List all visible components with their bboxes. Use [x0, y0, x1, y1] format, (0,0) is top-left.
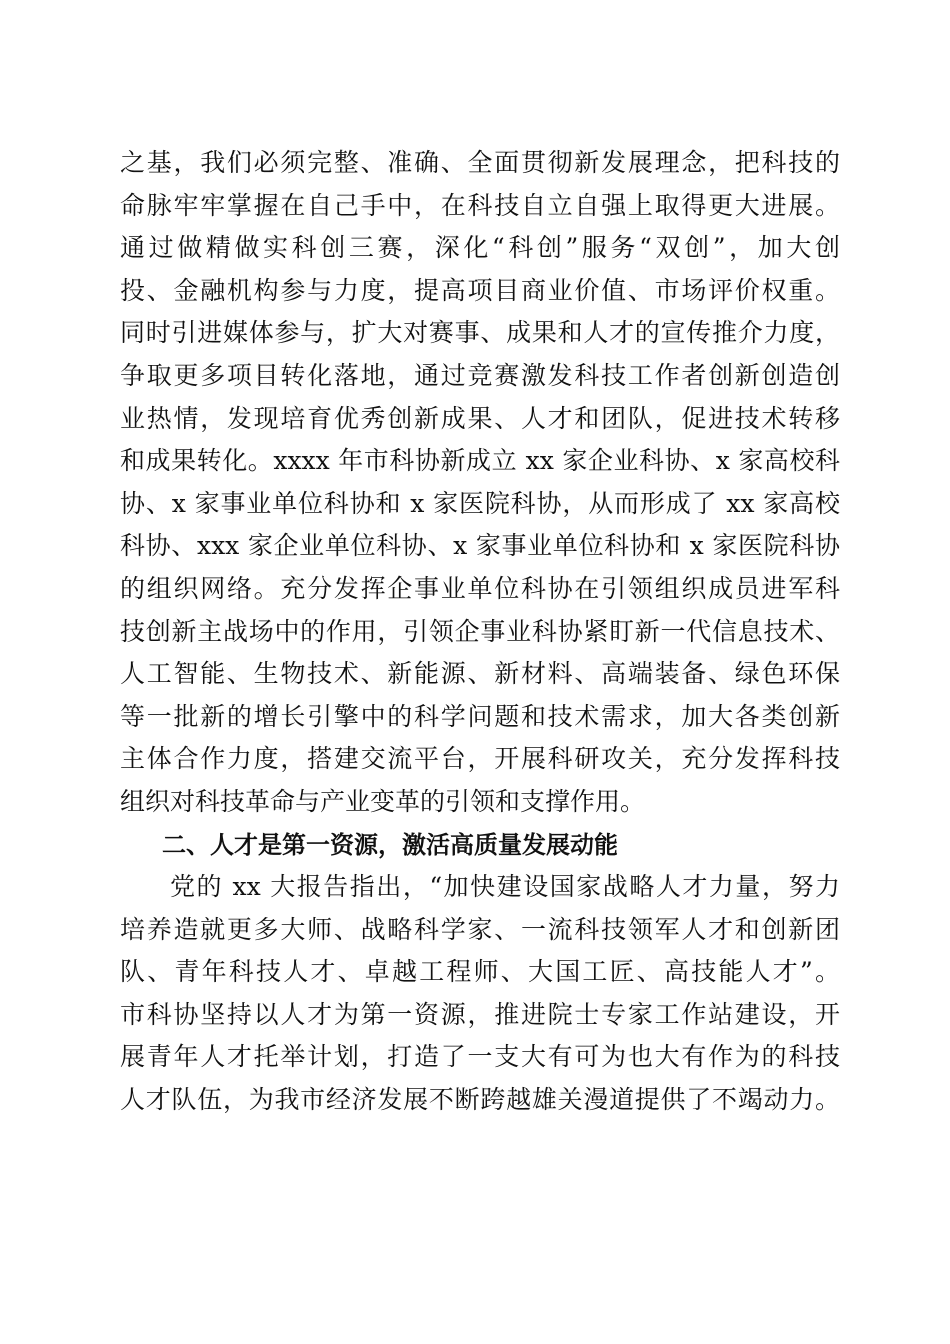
text-line: 组织对科技革命与产业变革的引领和支撑作用。: [120, 786, 646, 816]
text-line: 等一批新的增长引擎中的科学问题和技术需求，加大各类创新: [120, 701, 840, 731]
text-line: 市科协坚持以人才为第一资源，推进院士专家工作站建设，开: [120, 999, 840, 1029]
paragraph-2: [120, 866, 840, 1122]
text-line: 争取更多项目转化落地，通过竞赛激发科技工作者创新创造创: [120, 360, 840, 390]
text-line: 业热情，发现培育优秀创新成果、人才和团队，促进技术转移: [120, 403, 840, 433]
text-line: 之基，我们必须完整、准确、全面贯彻新发展理念，把科技的: [120, 148, 840, 177]
document-body: [120, 142, 840, 1122]
text-line: 和成果转化。xxxx 年市科协新成立 xx 家企业科协、x 家高校科: [120, 446, 840, 476]
text-line: 主体合作力度，搭建交流平台，开展科研攻关，充分发挥科技: [120, 744, 840, 774]
text-line: 的组织网络。充分发挥企事业单位科协在引领组织成员进军科: [120, 573, 840, 603]
text-line: 同时引进媒体参与，扩大对赛事、成果和人才的宣传推介力度，: [120, 318, 840, 348]
paragraph-1: [120, 142, 840, 824]
text-line: 科协、xxx 家企业单位科协、x 家事业单位科协和 x 家医院科协: [120, 531, 840, 561]
text-line: 党的 xx 大报告指出，“加快建设国家战略人才力量，努力: [170, 872, 840, 902]
section-heading: 二、人才是第一资源，激活高质量发展动能: [162, 830, 618, 859]
text-line: 人工智能、生物技术、新能源、新材料、高端装备、绿色环保: [120, 659, 840, 689]
text-line: 技创新主战场中的作用，引领企事业科协紧盯新一代信息技术、: [120, 616, 840, 646]
text-line: 培养造就更多大师、战略科学家、一流科技领军人才和创新团: [120, 914, 840, 944]
text-line: 投、金融机构参与力度，提高项目商业价值、市场评价权重。: [120, 275, 840, 305]
text-line: 命脉牢牢掌握在自己手中，在科技自立自强上取得更大进展。: [120, 190, 840, 220]
text-line: 队、青年科技人才、卓越工程师、大国工匠、高技能人才”。: [120, 957, 840, 987]
text-line: 通过做精做实科创三赛，深化“科创”服务“双创”，加大创: [120, 233, 840, 263]
text-line: 人才队伍，为我市经济发展不断跨越雄关漫道提供了不竭动力。: [120, 1085, 840, 1115]
text-line: 协、x 家事业单位科协和 x 家医院科协，从而形成了 xx 家高校: [120, 488, 840, 518]
text-line: 展青年人才托举计划，打造了一支大有可为也大有作为的科技: [120, 1042, 840, 1072]
